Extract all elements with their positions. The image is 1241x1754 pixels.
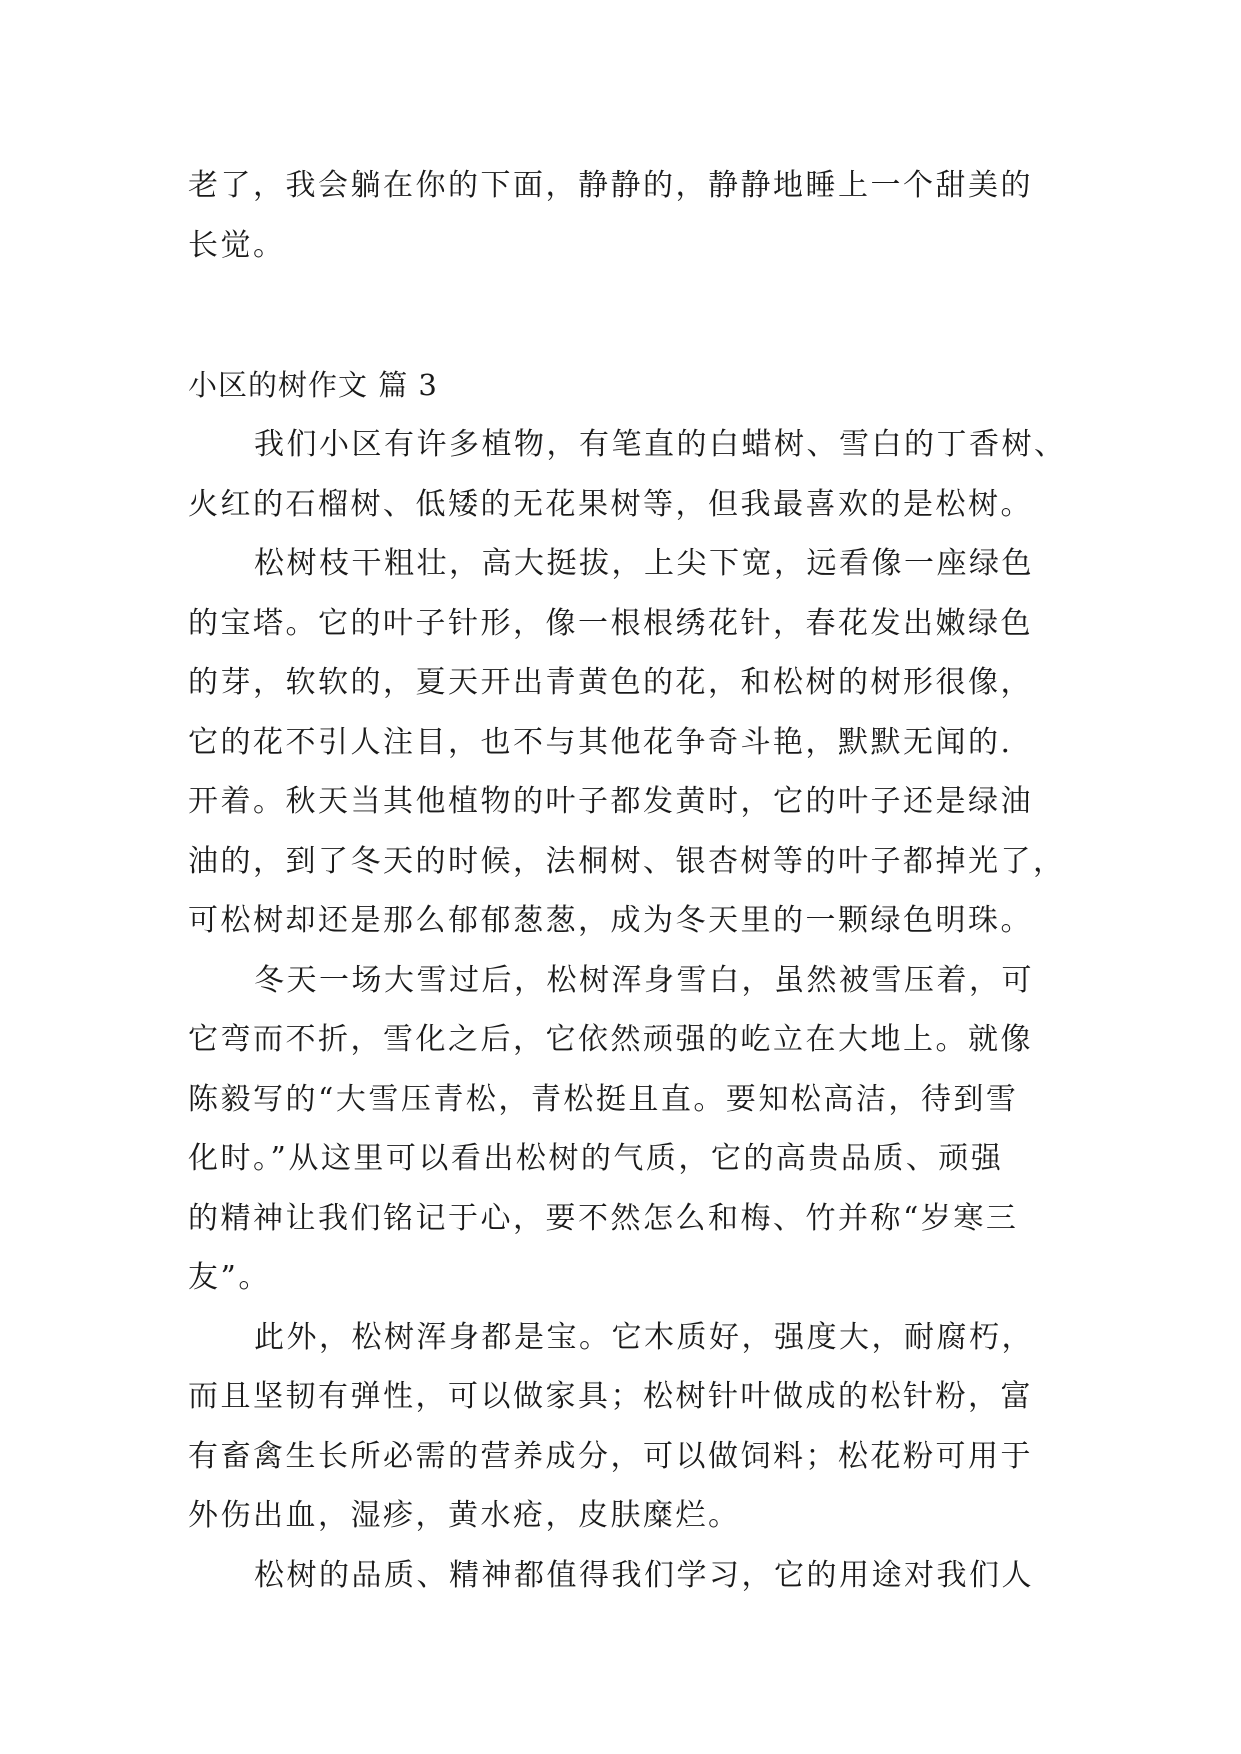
text-line: 陈毅写的“大雪压青松，青松挺且直。要知松高洁，待到雪: [188, 1081, 1019, 1117]
text-line: 开着。秋天当其他植物的叶子都发黄时，它的叶子还是绿油: [188, 784, 1033, 819]
text-line: 长觉。: [188, 227, 286, 263]
text-line: 我们小区有许多植物，有笔直的白蜡树、雪白的丁香树、: [254, 427, 1067, 462]
text-line: 化时。”从这里可以看出松树的气质，它的高贵品质、顽强: [188, 1141, 1004, 1176]
paragraph-3: [188, 951, 1058, 1308]
section-title: 小区的树作文 篇 3: [188, 368, 438, 402]
paragraph-1: [188, 415, 1067, 534]
paragraph-5: [188, 1546, 1058, 1606]
text-line: 的宝塔。它的叶子针形，像一根根绣花针，春花发出嫩绿色: [188, 605, 1033, 641]
section-gap: [188, 275, 1058, 355]
text-line: 松树的品质、精神都值得我们学习，它的用途对我们人: [254, 1557, 1034, 1593]
text-line: 它的花不引人注目，也不与其他花争奇斗艳，默默无闻的.: [188, 724, 1013, 760]
paragraph-2: [188, 534, 1066, 951]
text-line: 友”。: [188, 1260, 271, 1295]
text-line: 油的，到了冬天的时候，法桐树、银杏树等的叶子都掉光了，: [188, 843, 1066, 879]
text-line: 的芽，软软的，夏天开出青黄色的花，和松树的树形很像，: [188, 665, 1033, 700]
text-line: 的精神让我们铭记于心，要不然怎么和梅、竹并称“岁寒三: [188, 1200, 1019, 1236]
text-line: 松树枝干粗壮，高大挺拔，上尖下宽，远看像一座绿色: [254, 546, 1034, 581]
text-line: 冬天一场大雪过后，松树浑身雪白，虽然被雪压着，可: [254, 962, 1034, 998]
text-line: 外伤出血，湿疹，黄水疮，皮肤糜烂。: [188, 1498, 741, 1533]
text-line: 它弯而不折，雪化之后，它依然顽强的屹立在大地上。就像: [188, 1022, 1033, 1057]
text-line: 老了，我会躺在你的下面，静静的，静静地睡上一个甜美的: [188, 168, 1033, 203]
opening-paragraph: [188, 156, 1058, 275]
text-line: 火红的石榴树、低矮的无花果树等，但我最喜欢的是松树。: [188, 486, 1033, 522]
text-line: 而且坚韧有弹性，可以做家具；松树针叶做成的松针粉，富: [188, 1379, 1033, 1414]
text-line: 此外，松树浑身都是宝。它木质好，强度大，耐腐朽，: [254, 1319, 1034, 1355]
text-line: 有畜禽生长所必需的营养成分，可以做饲料；松花粉可用于: [188, 1438, 1033, 1474]
document-body: [188, 156, 1067, 1605]
paragraph-4: [188, 1308, 1058, 1546]
text-line: 可松树却还是那么郁郁葱葱，成为冬天里的一颗绿色明珠。: [188, 903, 1033, 938]
